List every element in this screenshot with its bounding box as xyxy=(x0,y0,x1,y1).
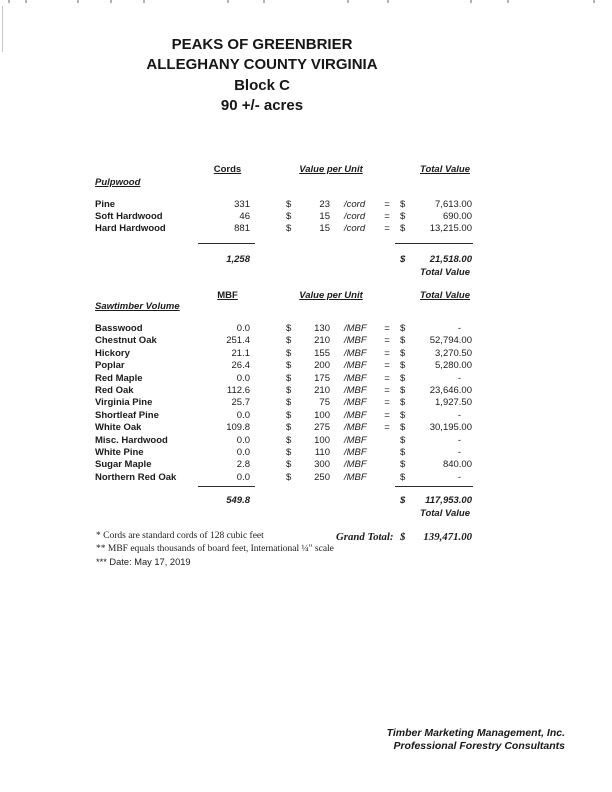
unit-label: /MBF xyxy=(344,347,367,359)
table-row xyxy=(95,348,472,360)
equals-sign: = xyxy=(384,409,390,421)
row-total-value: 5,280.00 xyxy=(435,360,472,372)
mbf-value: 0.0 xyxy=(236,471,250,483)
dollar-sign: $ xyxy=(400,409,406,421)
equals-sign: = xyxy=(384,323,390,334)
table-row xyxy=(95,223,472,235)
dollar-sign: $ xyxy=(400,211,406,223)
unit-label: /MBF xyxy=(344,446,367,458)
mbf-value: 112.6 xyxy=(226,384,250,396)
table-row xyxy=(95,397,472,409)
section-total-value: 21,518.00 xyxy=(429,254,472,265)
mbf-value: 0.0 xyxy=(236,409,250,421)
equals-sign: = xyxy=(384,422,390,434)
species-label: Pine xyxy=(95,199,116,210)
unit-label: /cord xyxy=(344,223,366,235)
mbf-value: 0.0 xyxy=(236,372,250,384)
scan-tick xyxy=(110,0,112,3)
species-label: Shortleaf Pine xyxy=(95,409,159,421)
row-total-value: - xyxy=(457,323,461,334)
dollar-sign: $ xyxy=(286,211,292,223)
equals-sign: = xyxy=(384,335,390,347)
table-row xyxy=(95,410,472,422)
pulpwood-header-row xyxy=(95,163,472,176)
unit-label: /cord xyxy=(344,199,366,210)
sawtimber-totals xyxy=(95,494,472,520)
title-line-property: PEAKS OF GREENBRIER xyxy=(171,36,353,53)
title-line-county: ALLEGHANY COUNTY VIRGINIA xyxy=(146,56,378,74)
scan-tick xyxy=(387,0,389,3)
mbf-value: 0.0 xyxy=(236,434,250,446)
unit-label: /MBF xyxy=(344,384,367,396)
dollar-sign: $ xyxy=(286,459,292,471)
dollar-sign: $ xyxy=(286,384,292,396)
subtotal-rule xyxy=(395,243,473,244)
pulpwood-rows xyxy=(95,199,472,236)
unit-price-value: 155 xyxy=(314,347,330,359)
table-row xyxy=(95,385,472,397)
table-row xyxy=(95,335,472,347)
row-total-value: 690.00 xyxy=(442,211,472,223)
row-total-value: 7,613.00 xyxy=(435,199,472,210)
table-row xyxy=(95,360,472,372)
dollar-sign: $ xyxy=(286,471,292,483)
unit-price-value: 250 xyxy=(314,471,330,483)
row-total-value: 1,927.50 xyxy=(435,397,472,409)
unit-price-value: 130 xyxy=(314,323,330,334)
table-row xyxy=(95,447,472,459)
row-total-value: 52,794.00 xyxy=(429,335,472,347)
dollar-sign: $ xyxy=(400,531,406,543)
dollar-sign: $ xyxy=(400,446,406,458)
table-row xyxy=(95,459,472,471)
equals-sign: = xyxy=(384,347,390,359)
unit-price-value: 23 xyxy=(319,199,330,210)
dollar-sign: $ xyxy=(286,434,292,446)
unit-label: /MBF xyxy=(344,360,367,372)
dollar-sign: $ xyxy=(286,422,292,434)
dollar-sign: $ xyxy=(286,446,292,458)
species-label: Misc. Hardwood xyxy=(95,434,168,446)
unit-price-value: 15 xyxy=(319,211,330,223)
dollar-sign: $ xyxy=(400,397,406,409)
cords-value: 331 xyxy=(234,199,250,210)
subtotal-rule xyxy=(395,486,473,487)
scan-tick xyxy=(470,0,472,3)
unit-label: /cord xyxy=(344,211,366,223)
title-line-block: Block C xyxy=(234,76,290,94)
unit-label: /MBF xyxy=(344,335,367,347)
species-label: White Pine xyxy=(95,446,144,458)
total-value-column-header: Total Value xyxy=(420,164,470,175)
table-row xyxy=(95,472,472,484)
cords-value: 46 xyxy=(239,211,250,223)
unit-price-value: 100 xyxy=(314,409,330,421)
total-value-label: Total Value xyxy=(420,267,470,278)
dollar-sign: $ xyxy=(400,254,406,265)
mbf-value: 26.4 xyxy=(231,360,250,372)
row-total-value: 23,646.00 xyxy=(429,384,472,396)
mbf-value: 21.1 xyxy=(231,347,250,359)
dollar-sign: $ xyxy=(400,459,406,471)
scan-tick xyxy=(593,0,595,3)
equals-sign: = xyxy=(384,397,390,409)
unit-price-value: 175 xyxy=(314,372,330,384)
mbf-value: 2.8 xyxy=(236,459,250,471)
dollar-sign: $ xyxy=(400,384,406,396)
dollar-sign: $ xyxy=(286,372,292,384)
footnote-mbf: ** MBF equals thousands of board feet, International ¼" scale xyxy=(96,544,334,555)
dollar-sign: $ xyxy=(400,223,406,235)
unit-price-value: 210 xyxy=(314,384,330,396)
species-label: Hard Hardwood xyxy=(95,223,166,235)
species-label: Hickory xyxy=(95,347,130,359)
grand-total-label: Grand Total: xyxy=(336,531,394,543)
company-tagline: Professional Forestry Consultants xyxy=(393,740,565,753)
scan-tick xyxy=(25,0,27,3)
scan-tick xyxy=(507,0,509,3)
table-row xyxy=(95,323,472,335)
pulpwood-section-label: Pulpwood xyxy=(95,177,141,188)
mbf-value: 0.0 xyxy=(236,446,250,458)
species-label: Sugar Maple xyxy=(95,459,152,471)
dollar-sign: $ xyxy=(286,360,292,372)
unit-price-value: 75 xyxy=(319,397,330,409)
row-total-value: - xyxy=(457,446,461,458)
unit-price-value: 200 xyxy=(314,360,330,372)
scan-tick xyxy=(263,0,265,3)
title-line-acreage: 90 +/- acres xyxy=(220,97,304,115)
mbf-value: 25.7 xyxy=(231,397,250,409)
species-label: White Oak xyxy=(95,422,142,434)
dollar-sign: $ xyxy=(286,223,292,235)
unit-label: /MBF xyxy=(344,471,367,483)
species-label: Virginia Pine xyxy=(95,397,153,409)
mbf-value: 109.8 xyxy=(226,422,250,434)
pulpwood-totals xyxy=(95,253,472,279)
equals-sign: = xyxy=(384,199,390,210)
row-total-value: 13,215.00 xyxy=(429,223,472,235)
unit-label: /MBF xyxy=(344,422,367,434)
dollar-sign: $ xyxy=(286,199,292,210)
unit-label: /MBF xyxy=(344,434,367,446)
scan-tick xyxy=(143,0,145,3)
mbf-value: 0.0 xyxy=(236,323,250,334)
dollar-sign: $ xyxy=(400,347,406,359)
unit-price-value: 110 xyxy=(314,446,330,458)
mbf-value: 251.4 xyxy=(226,335,250,347)
row-total-value: - xyxy=(457,434,461,446)
dollar-sign: $ xyxy=(400,335,406,347)
unit-price-value: 300 xyxy=(314,459,330,471)
company-name: Timber Marketing Management, Inc. xyxy=(386,727,565,739)
species-label: Soft Hardwood xyxy=(95,211,163,223)
species-label: Red Oak xyxy=(95,384,134,396)
subtotal-rule xyxy=(198,243,255,244)
dollar-sign: $ xyxy=(286,409,292,421)
dollar-sign: $ xyxy=(400,199,406,210)
dollar-sign: $ xyxy=(400,434,406,446)
species-label: Northern Red Oak xyxy=(95,471,177,483)
scan-tick xyxy=(347,0,349,3)
dollar-sign: $ xyxy=(286,335,292,347)
row-total-value: - xyxy=(457,471,461,483)
section-total-value: 117,953.00 xyxy=(425,495,472,506)
row-total-value: 30,195.00 xyxy=(429,422,472,434)
unit-price-value: 100 xyxy=(314,434,330,446)
unit-price-value: 275 xyxy=(314,422,330,434)
total-value-label: Total Value xyxy=(420,508,470,519)
unit-label: /MBF xyxy=(344,409,367,421)
dollar-sign: $ xyxy=(400,323,406,334)
unit-price-value: 210 xyxy=(314,335,330,347)
value-per-unit-column-header: Value per Unit xyxy=(299,290,363,301)
row-total-value: - xyxy=(457,409,461,421)
unit-label: /MBF xyxy=(344,372,367,384)
sawtimber-section-label: Sawtimber Volume xyxy=(95,301,180,312)
species-label: Red Maple xyxy=(95,372,143,384)
scan-tick xyxy=(8,0,10,3)
dollar-sign: $ xyxy=(400,495,406,506)
unit-price-value: 15 xyxy=(319,223,330,235)
species-label: Poplar xyxy=(95,360,125,372)
row-total-value: - xyxy=(457,372,461,384)
unit-label: /MBF xyxy=(344,459,367,471)
subtotal-rule xyxy=(198,486,255,487)
total-cords-value: 1,258 xyxy=(226,254,250,265)
cords-value: 881 xyxy=(234,223,250,235)
unit-label: /MBF xyxy=(344,397,367,409)
unit-label: /MBF xyxy=(344,323,367,334)
row-total-value: 840.00 xyxy=(442,459,472,471)
total-mbf-value: 549.8 xyxy=(226,495,250,506)
row-total-value: 3,270.50 xyxy=(435,347,472,359)
equals-sign: = xyxy=(384,223,390,235)
document-title xyxy=(0,35,524,117)
company-footer xyxy=(387,727,565,754)
equals-sign: = xyxy=(384,360,390,372)
table-row xyxy=(95,373,472,385)
table-row xyxy=(95,199,472,211)
species-label: Chestnut Oak xyxy=(95,335,157,347)
dollar-sign: $ xyxy=(400,471,406,483)
scan-tick xyxy=(227,0,229,3)
total-value-column-header: Total Value xyxy=(420,290,470,301)
table-row xyxy=(95,211,472,223)
dollar-sign: $ xyxy=(400,372,406,384)
dollar-sign: $ xyxy=(286,347,292,359)
sawtimber-rows xyxy=(95,323,472,484)
table-row xyxy=(95,422,472,434)
footnote-date: *** Date: May 17, 2019 xyxy=(96,557,191,568)
species-label: Basswood xyxy=(95,323,143,334)
dollar-sign: $ xyxy=(400,360,406,372)
dollar-sign: $ xyxy=(286,397,292,409)
cords-column-header: Cords xyxy=(213,164,242,175)
grand-total-value: 139,471.00 xyxy=(423,531,472,543)
scan-tick xyxy=(77,0,79,3)
value-per-unit-column-header: Value per Unit xyxy=(299,164,363,175)
dollar-sign: $ xyxy=(400,422,406,434)
mbf-column-header: MBF xyxy=(217,290,238,301)
table-row xyxy=(95,435,472,447)
footnote-cords: * Cords are standard cords of 128 cubic feet xyxy=(96,531,264,541)
equals-sign: = xyxy=(384,372,390,384)
equals-sign: = xyxy=(384,384,390,396)
footnotes xyxy=(96,530,334,570)
dollar-sign: $ xyxy=(286,323,292,334)
equals-sign: = xyxy=(384,211,390,223)
